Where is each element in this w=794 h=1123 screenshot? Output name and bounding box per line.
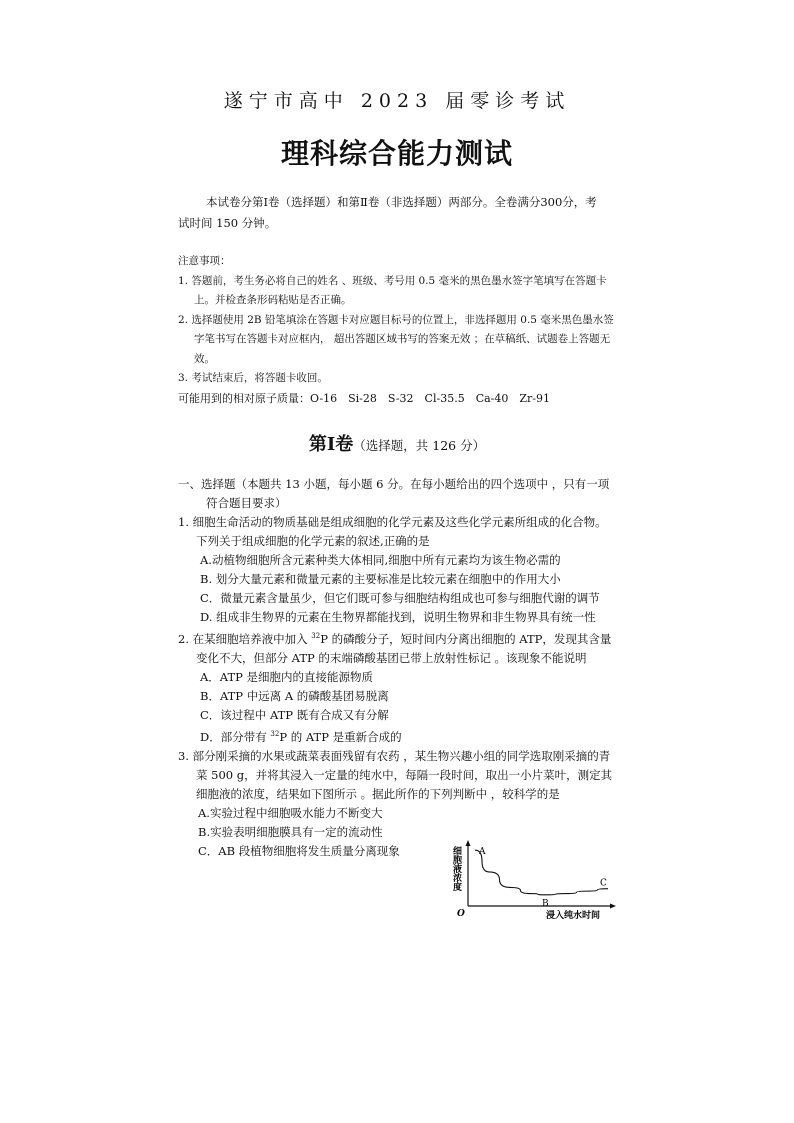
question-2-stem (178, 627, 618, 668)
series-line (475, 850, 608, 895)
x-axis-label: 浸入纯水时间 (546, 911, 601, 921)
y-axis-label: 细胞液浓度 (451, 846, 461, 891)
q2-d-post: P 的 ATP 是重新合成的 (279, 729, 402, 744)
point-label-a: A (479, 847, 486, 858)
question-2-option-b: B．ATP 中远离 A 的磷酸基团易脱离 (200, 688, 389, 703)
q2-d-isotope: 32 (270, 729, 280, 738)
y-axis-arrow (466, 840, 471, 846)
question-3-option-b: B.实验表明细胞膜具有一定的流动性 (198, 824, 383, 839)
note-item: 1. 答题前，考生务必将自己的姓名 、班级、考号用 0.5 毫米的黑色墨水签字笔填写在答题卡上。并检查条形码粘贴是否正确。 (178, 274, 607, 306)
origin-label: O (457, 909, 465, 919)
notes-heading: 注意事项： (178, 255, 231, 267)
question-section (178, 475, 618, 861)
part-title-sub: （选择题，共 126 分） (353, 438, 486, 453)
part-title (0, 430, 794, 456)
section-heading: 一、选择题（本题共 13 小题，每小题 6 分。在每小题给出的四个选项中 ，只有一项符合题目要求） (178, 477, 610, 510)
q2-d-pre: D．部分带有 (200, 729, 271, 744)
atomic-masses: 可能用到的相对原子质量：O-16 Si-28 S-32 Cl-35.5 Ca-40 Zr-91 (178, 391, 551, 405)
question-2-option-d (178, 725, 618, 747)
question-3-option-a: A.实验过程中细胞吸水能力不断变大 (198, 805, 383, 820)
question-1-option-a: A.动植物细胞所含元素种类大体相同,细胞中所有元素均为该生物必需的 (200, 553, 561, 567)
question-2-option-a: A．ATP 是细胞内的直接能源物质 (200, 669, 374, 684)
intro-paragraph: 本试卷分第Ⅰ卷（选择题）和第Ⅱ卷（非选择题）两部分。全卷满分300分，考试时间 150 分钟。 (178, 195, 597, 230)
question-3-option-c: C．AB 段植物细胞将发生质量分离现象 (198, 843, 400, 858)
part-title-main: 第Ⅰ卷 (308, 434, 354, 455)
point-label-b: B (542, 898, 549, 909)
question-1-option-d: D. 组成非生物界的元素在生物界都能找到，说明生物界和非生物界具有统一性 (200, 610, 596, 624)
q2-isotope: 32 (311, 632, 321, 640)
q2-stem-post: P 的磷酸分子，短时间内分离出细胞的 ATP，发现其含量变化不大，但部分 ATP 的末端磷酸基团已带上放射性标记 。该现象不能说明 (196, 631, 612, 665)
question-3-stem: 3. 部分刚采摘的水果或蔬菜表面残留有农药 ，某生物兴趣小组的同学选取刚采摘的青菜 500 g，并将其浸入一定量的纯水中，每隔一段时间，取出一小片菜叶，测定其细胞液的浓度，结果如下图所示 。据此所作的下列判断中 ，较科学的是 (178, 748, 613, 801)
notes-block (178, 252, 618, 408)
question-1-stem: 1. 细胞生命活动的物质基础是组成细胞的化学元素及这些化学元素所组成的化合物。下列关于组成细胞的化学元素的叙述,正确的是 (178, 515, 607, 548)
question-1-option-c: C．微量元素含量虽少，但它们既可参与细胞结构组成也可参与细胞代谢的调节 (200, 591, 600, 605)
x-axis-arrow (610, 904, 616, 909)
question-1-option-b: B. 划分大量元素和微量元素的主要标准是比较元素在细胞中的作用大小 (200, 572, 561, 586)
note-item: 3. 考试结束后，将答题卡收回。 (178, 372, 328, 384)
point-label-c: C (600, 878, 607, 889)
concentration-chart (448, 838, 618, 923)
note-item: 2. 选择题使用 2B 铅笔填涂在答题卡对应题目标号的位置上，非选择题用 0.5 毫米黑色墨水签字笔书写在答题卡对应框内， 超出答题区域书写的答案无效 ；在草稿纸、试题卷上答题无效。 (178, 313, 614, 365)
chart-svg (448, 838, 618, 923)
question-2-option-c: C．该过程中 ATP 既有合成又有分解 (200, 707, 389, 722)
q2-stem-pre: 2. 在某细胞培养液中加入 (178, 631, 312, 646)
subject-title: 理科综合能力测试 (280, 137, 513, 170)
exam-title: 遂宁市高中 2023 届零诊考试 (223, 90, 571, 112)
